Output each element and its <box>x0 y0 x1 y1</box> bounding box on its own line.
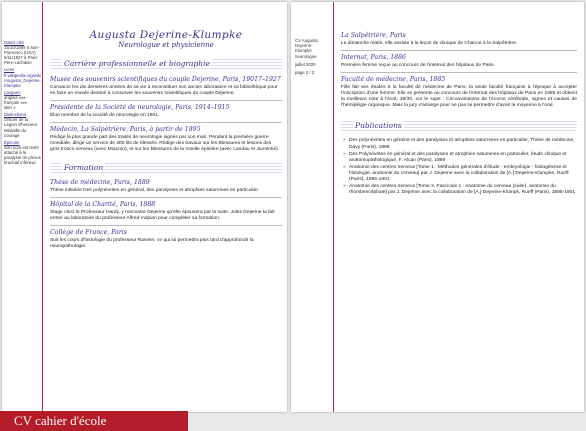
formation-title-1: Thèse de médecine, Paris, 1889 <box>50 179 150 187</box>
sidebar-lang-french: français ●●● <box>4 100 27 106</box>
sidebar-label-langues: Langues <box>4 89 21 95</box>
entry-title-1: La Salpêtrière, Paris <box>341 32 406 39</box>
page-number: page 2 / 2 <box>295 70 315 76</box>
cv-banner: CV cahier d'école <box>0 411 188 431</box>
page1-sidebar <box>4 38 42 165</box>
divider <box>341 72 577 73</box>
sidebar-epicure: Son nom est resté attaché à la paralysie du plexus brachial inférieur. <box>4 144 41 166</box>
section-publications: Publications <box>341 119 577 132</box>
entry-title-2: Internat, Paris, 1886 <box>341 53 406 61</box>
entry-title-3: Faculté de médecine, Paris, 1885 <box>341 75 446 83</box>
person-name: Augusta Dejerine-Klumpke <box>89 29 243 41</box>
page2-main <box>341 32 577 197</box>
formation-text-1: Thèse intitulée Des polynévrites en général, des paralysies et atrophies saturnines en particulier. <box>50 188 260 194</box>
margin-rule <box>42 2 43 412</box>
publication-item: » Des polynévrites en général et des paralysies et atrophies saturnines en particulier, Thèse de médecine, Davy (Paris), 1889 <box>349 138 577 150</box>
sidebar-date: juillet 2020 <box>295 61 316 67</box>
sidebar-death: 5/11/1927 à Paris <box>4 55 38 61</box>
entry-text-2: Première femme reçue au concours de l'internat des hôpitaux de Paris. <box>341 62 495 68</box>
margin-rule <box>333 2 334 412</box>
sidebar-link[interactable]: fr.wikipedia.org/wiki/Augusta_Dejerine-Klumpke <box>4 72 42 88</box>
section-career: Carrière professionnelle et biographie <box>50 57 282 70</box>
sidebar-cv-title: CV Augusta Dejerine-Klumpke <box>295 38 318 54</box>
sidebar-label-distinctions: Distinctions <box>4 112 26 118</box>
page2-sidebar <box>295 38 329 75</box>
career-text-1: Consacre les dix dernières années de sa vie à reconstituer son ancien laboratoire et sa bibliothèque pour en faire un musée destiné à conserver les souvenirs scientifiques du couple Dejerine. <box>50 84 278 97</box>
career-text-2: Élue membre de la société de neurologie en 1901. <box>50 112 160 118</box>
career-title-2: Présidente de la Société de neurologie, Paris, 1914–1915 <box>50 103 230 111</box>
formation-title-3: Collège de France, Paris <box>50 229 127 237</box>
career-text-3: Rédige la plus grande part des traités de neurologie signés par son mari. Pendant la première guerre mondiale, dirige un service de 300 lits de blessés. Rédige des travaux sur les Blessures et lésions des gros troncs nerveux (avec Mouzon), et sur les Blessures de la moelle épinière (avec Landau et Jumentié). <box>50 134 280 153</box>
sidebar-lang-latin: latin ● <box>4 105 16 111</box>
career-title-3: Médecin, La Salpêtrière, Paris, à partir de 1895 <box>50 125 201 133</box>
sidebar-label-epicure: Épicurie <box>4 139 20 145</box>
divider <box>50 122 282 123</box>
sidebar-profession: neurologue <box>295 53 317 59</box>
career-title-1: Musée des souvenirs scientifiques du couple Dejerine, Paris, 19017–1927 <box>50 75 281 83</box>
sidebar-label-links: Liens <box>4 67 15 73</box>
sidebar-label-dates: Dates clés <box>4 40 25 45</box>
divider <box>50 100 282 101</box>
person-subtitle: Neurologue et physicienne <box>118 41 214 50</box>
section-formation: Formation <box>50 161 282 174</box>
sidebar-birth: 15/10/1859 à San-Francisco (USA) <box>4 45 40 56</box>
publication-item: » Anatomie des centres nerveux [Tome 1 : Méthodes générales d'étude - embryologie - histogénèse et histologie, anatomie du cerveau] par J. Dejerine avec la collaboration de [A.] Dejerine-Klumpke, Rueff (Paris), 1895-1901 <box>349 165 577 183</box>
sidebar-lang-english: anglais ●●● <box>4 94 26 100</box>
cv-page-2 <box>291 2 584 412</box>
entry-text-3: Fille fait ses études à la faculté de médecine de Paris, la seule faculté française à l'époque à accepter l'inscription d'une femme. Elle se présente au concours de l'internat des hôpitaux de Paris en 1885 et obtient la meilleure note à l'écrit, 29/30, sur le sujet : Circonvolutions de l'écorce cérébrale, signes et causes de l'hémiplégie organique. Mais la jury s'arrange pour ne pas lui permettre d'avoir la moyenne à l'oral. <box>341 84 577 109</box>
entry-text-1: Le dimanche matin, elle assiste à la leçon de clinique de Charcot à la Salpêtrière. <box>341 41 518 46</box>
publications-list <box>341 138 577 196</box>
formation-text-2: Stage chez le Professeur Hardy, y rencontre Dejerine qu'elle épousera par la suite. Jules Dejerine la fait entrer au laboratoire du professeur Alfred Vulpian pour compléter sa formation. <box>50 210 275 222</box>
publication-item: » Des Polynévrites en général et des paralysies et atrophies saturnines en particulier, étude clinique et anatomopathologique, F. Alcan (Paris), 1889 <box>349 152 577 164</box>
publication-item: » Anatomie des centres nerveux [Tome 2, Fascicule 1 : Anatomie du cerveau (suite), anatomie du rhombencéphale] par J. Dejerine avec la collaboration de [A.] Dejerine-Klumpk, Rueff (Paris), 1895-1901 <box>349 184 577 196</box>
page1-main <box>50 29 282 250</box>
sidebar-distinctions: Officier de la Légion d'honneur. Médaille du courage <box>4 117 39 138</box>
sidebar-burial: Père-Lachaise <box>4 60 32 66</box>
divider <box>50 225 282 226</box>
formation-text-3: Suit les cours d'histologie du professeur Ranvier, ce qui lui permettra plus tard d'approfondir la neuropathologie. <box>50 238 254 250</box>
divider <box>50 197 282 198</box>
cv-page-1 <box>2 2 287 412</box>
divider <box>341 50 577 51</box>
formation-title-2: Hôpital de la Charité, Paris, 1888 <box>50 201 156 209</box>
